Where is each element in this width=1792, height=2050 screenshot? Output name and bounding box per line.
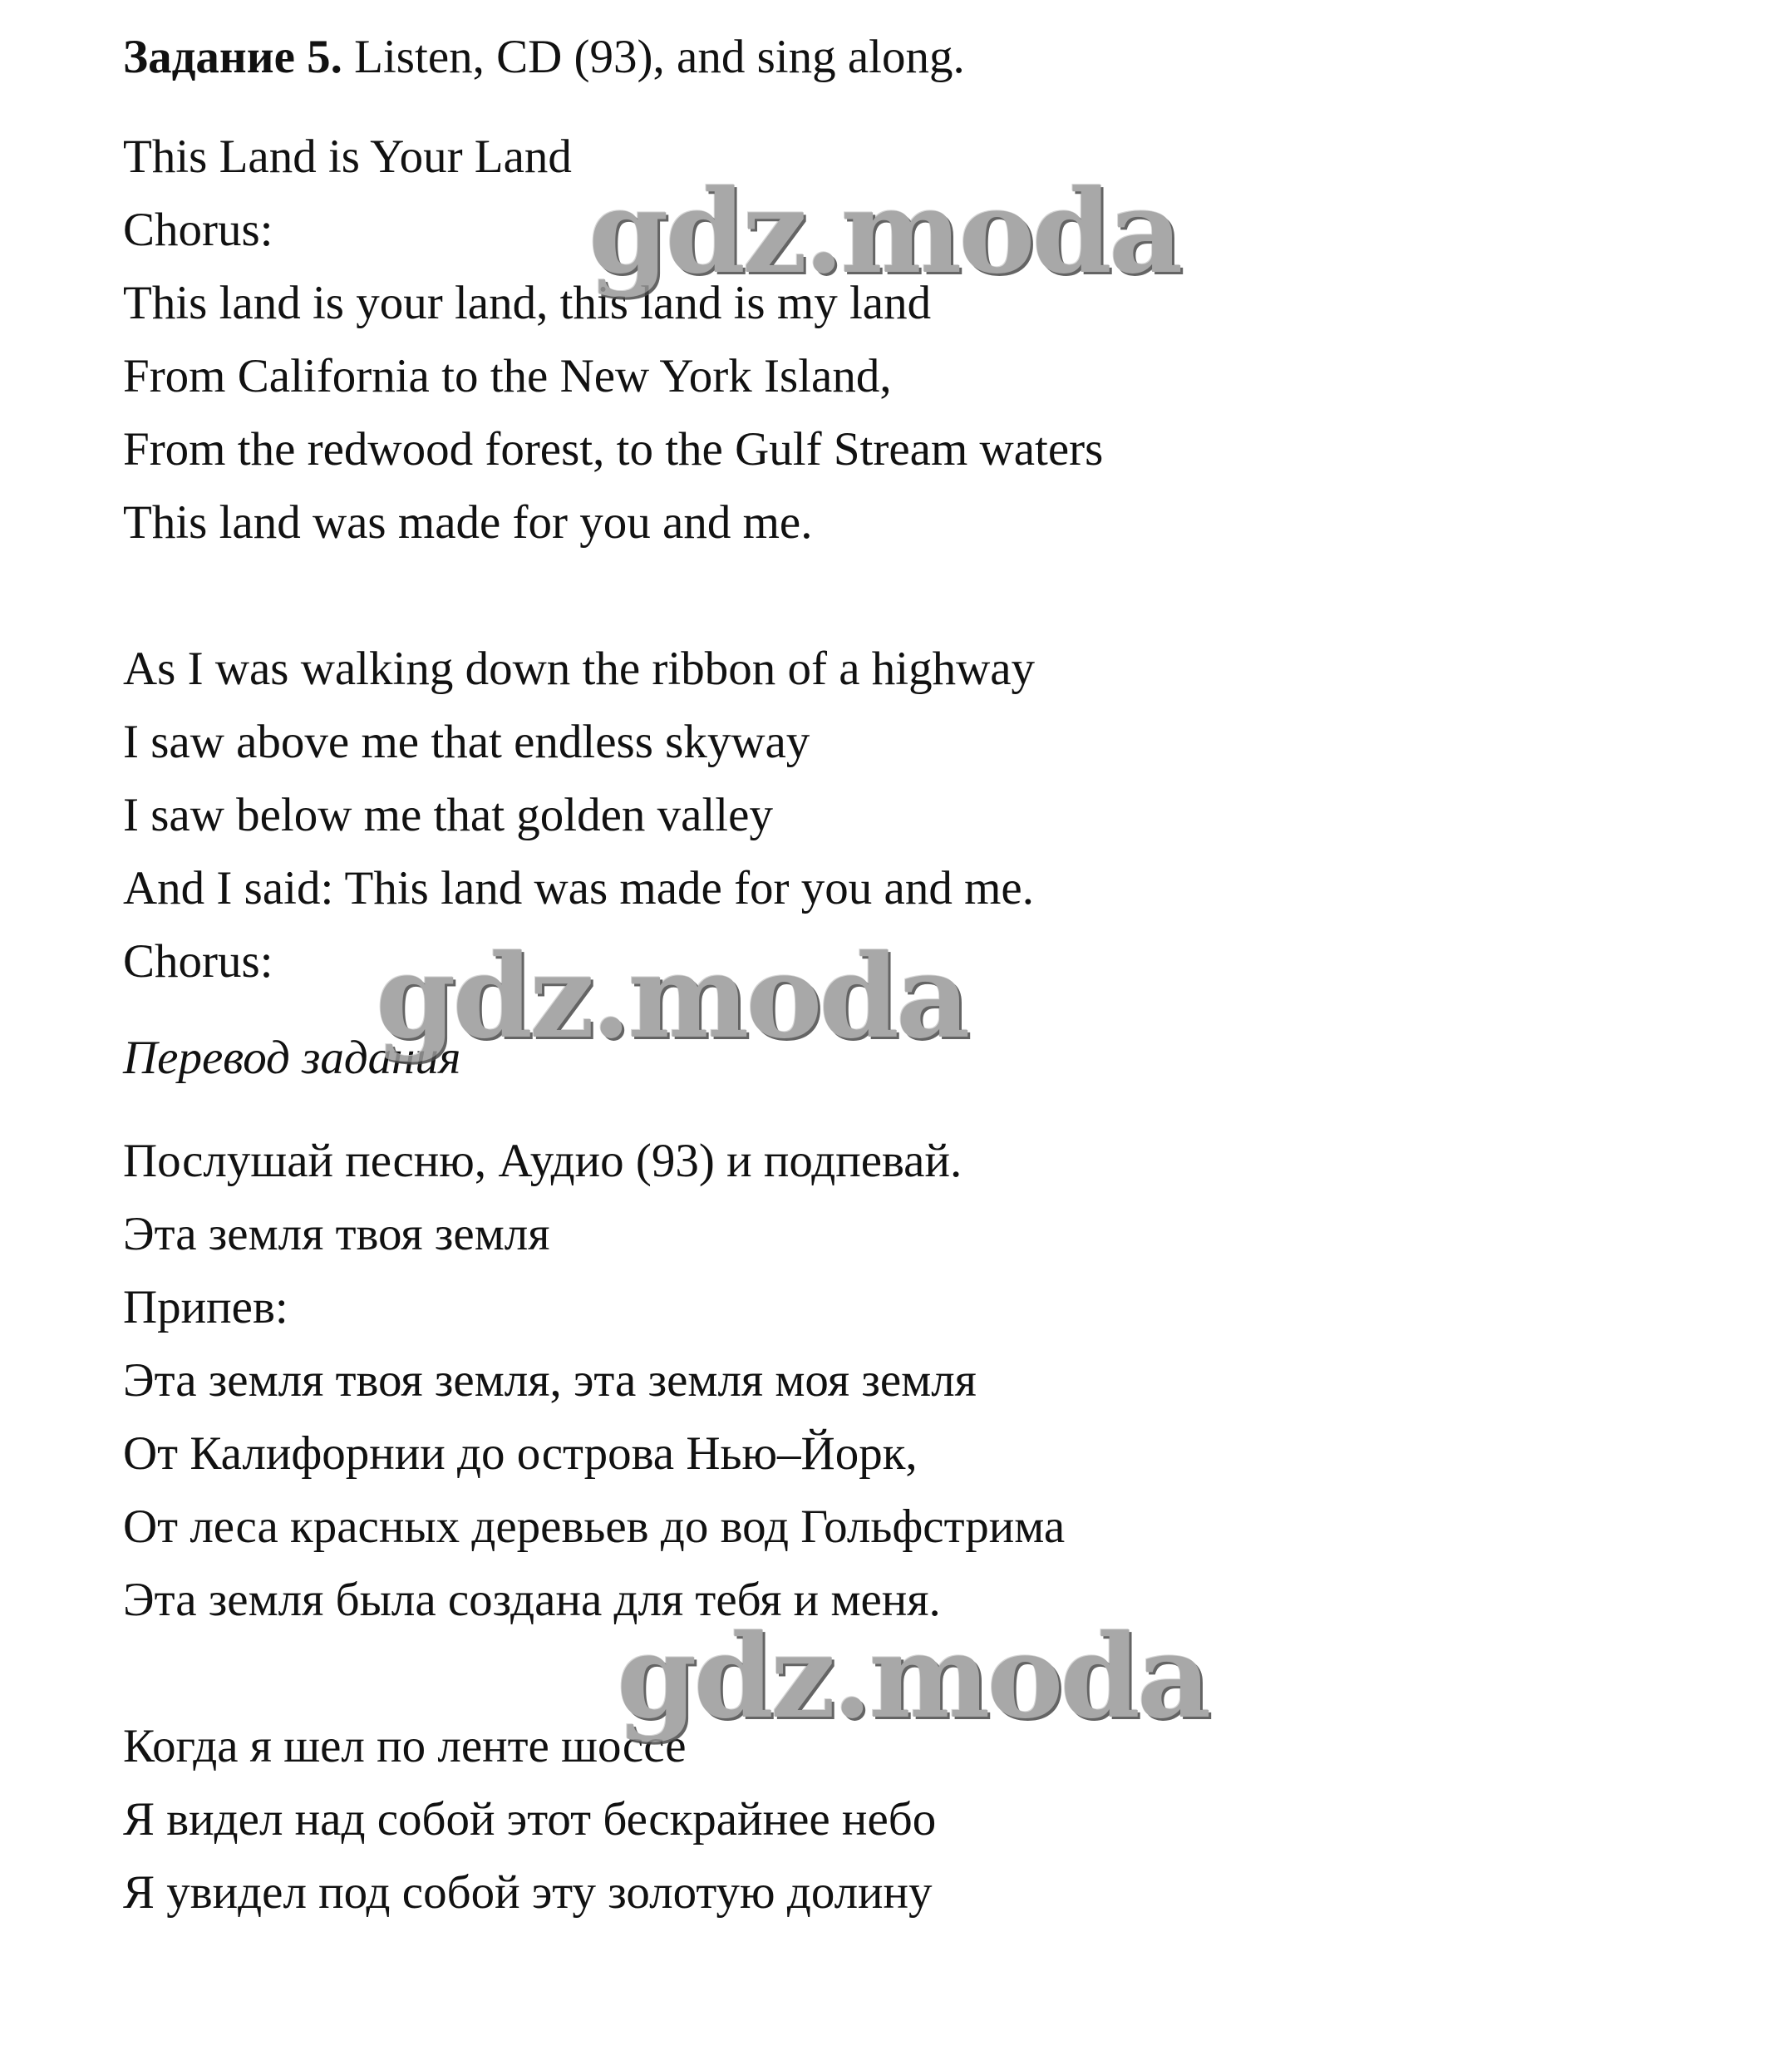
watermark-logo: gdz.moda [588,164,1180,299]
chorus-line: This land was made for you and me. [123,496,813,549]
translation-chorus-line: Эта земля была создана для тебя и меня. [123,1574,941,1626]
watermark-logo: gdz.moda [376,929,967,1064]
translation-instruction: Послушай песню, Аудио (93) и подпевай. [123,1135,962,1187]
verse-line: I saw below me that golden valley [123,789,773,841]
translation-chorus-line: От леса красных деревьев до вод Гольфстрима [123,1501,1066,1553]
translation-chorus-line: От Калифорнии до острова Нью–Йорк, [123,1427,918,1480]
verse-line: As I was walking down the ribbon of a highway [123,643,1036,695]
task-instruction: Listen, CD (93), and sing along. [342,31,965,83]
task-header [123,33,965,81]
watermark-logo: gdz.moda [617,1609,1209,1744]
chorus-line: This land is your land, this land is my land [123,277,932,329]
translation-verse-line: Я видел над собой этот бескрайнее небо [123,1793,937,1845]
chorus-line: From California to the New York Island, [123,350,892,402]
verse-line: And I said: This land was made for you and me. [123,862,1034,914]
translation-verse-line: Я увидел под собой эту золотую долину [123,1866,933,1919]
chorus-label: Chorus: [123,204,273,256]
translation-title: Эта земля твоя земля [123,1208,550,1260]
translation-verse-line: Когда я шел по ленте шоссе [123,1720,687,1772]
chorus-line: From the redwood forest, to the Gulf Stream waters [123,423,1104,476]
translation-chorus-line: Эта земля твоя земля, эта земля моя земля [123,1354,977,1407]
translation-heading: Перевод задания [123,1032,461,1084]
translation-chorus-label: Припев: [123,1281,288,1333]
verse-line: I saw above me that endless skyway [123,716,810,768]
song-title: This Land is Your Land [123,131,572,183]
chorus-repeat-label: Chorus: [123,935,273,988]
task-label: Задание 5. [123,31,342,83]
